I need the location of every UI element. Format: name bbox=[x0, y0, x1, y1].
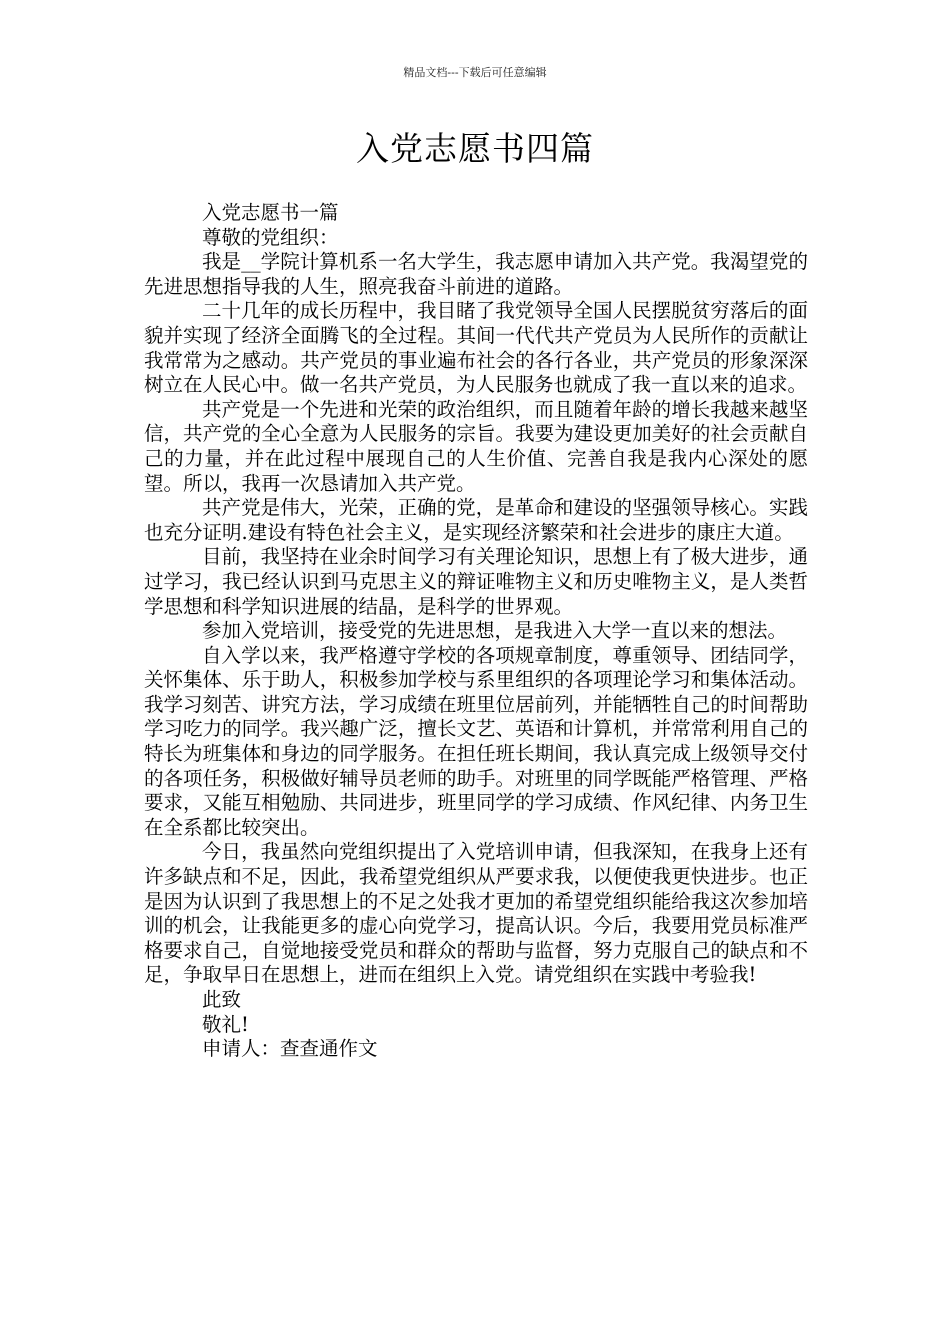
closing-regards: 敬礼! bbox=[202, 1012, 249, 1036]
body-paragraph: 目前，我坚持在业余时间学习有关理论知识，思想上有了极大进步，通过学习，我已经认识到马克思主义的辩证唯物主义和历史唯物主义，是人类哲学思想和科学知识进展的结晶，是科学的世界观。 bbox=[144, 545, 808, 618]
body-paragraph: 共产党是伟大，光荣，正确的党，是革命和建设的坚强领导核心。实践也充分证明.建设有特色社会主义，是实现经济繁荣和社会进步的康庄大道。 bbox=[144, 496, 808, 544]
body-paragraph: 共产党是一个先进和光荣的政治组织，而且随着年龄的增长我越来越坚信，共产党的全心全意为人民服务的宗旨。我要为建设更加美好的社会贡献自己的力量，并在此过程中展现自己的人生价值、完善自我是我内心深处的愿望。所以，我再一次恳请加入共产党。 bbox=[144, 397, 808, 495]
body-paragraph: 今日，我虽然向党组织提出了入党培训申请，但我深知，在我身上还有许多缺点和不足，因此，我希望党组织从严要求我，以便使我更快进步。也正是因为认识到了我思想上的不足之处我才更加的希望党组织能给我这次参加培训的机会，让我能更多的虚心向党学习，提高认识。今后，我要用党员标准严格要求自己，自觉地接受党员和群众的帮助与监督，努力克服自己的缺点和不足，争取早日在思想上，进而在组织上入党。请党组织在实践中考验我! bbox=[144, 840, 808, 987]
document-title: 入党志愿书四篇 bbox=[356, 129, 594, 168]
applicant-signature: 申请人：查查通作文 bbox=[202, 1037, 378, 1061]
body-paragraph: 参加入党培训，接受党的先进思想，是我进入大学一直以来的想法。 bbox=[202, 619, 788, 643]
closing-line: 此致 bbox=[202, 988, 242, 1011]
salutation: 尊敬的党组织： bbox=[202, 225, 339, 249]
document-body bbox=[144, 201, 808, 1062]
body-paragraph: 二十几年的成长历程中，我目睹了我党领导全国人民摆脱贫穷落后的面貌并实现了经济全面腾飞的全过程。其间一代代共产党员为人民所作的贡献让我常常为之感动。共产党员的事业遍布社会的各行各业，共产党员的形象深深树立在人民心中。做一名共产党员，为人民服务也就成了我一直以来的追求。 bbox=[144, 299, 808, 397]
body-paragraph: 自入学以来，我严格遵守学校的各项规章制度，尊重领导、团结同学，关怀集体、乐于助人，积极参加学校与系里组织的各项理论学习和集体活动。我学习刻苦、讲究方法，学习成绩在班里位居前列，并能牺牲自己的时间帮助学习吃力的同学。我兴趣广泛，擅长文艺、英语和计算机，并常常利用自己的特长为班集体和身边的同学服务。在担任班长期间，我认真完成上级领导交付的各项任务，积极做好辅导员老师的助手。对班里的同学既能严格管理、严格要求，又能互相勉励、共同进步，班里同学的学习成绩、作风纪律、内务卫生在全系都比较突出。 bbox=[144, 643, 808, 839]
section-heading: 入党志愿书一篇 bbox=[202, 201, 339, 224]
body-paragraph: 我是__学院计算机系一名大学生，我志愿申请加入共产党。我渴望党的先进思想指导我的人生，照亮我奋斗前进的道路。 bbox=[144, 250, 808, 298]
page-header-note: 精品文档---下载后可任意编辑 bbox=[403, 66, 547, 79]
